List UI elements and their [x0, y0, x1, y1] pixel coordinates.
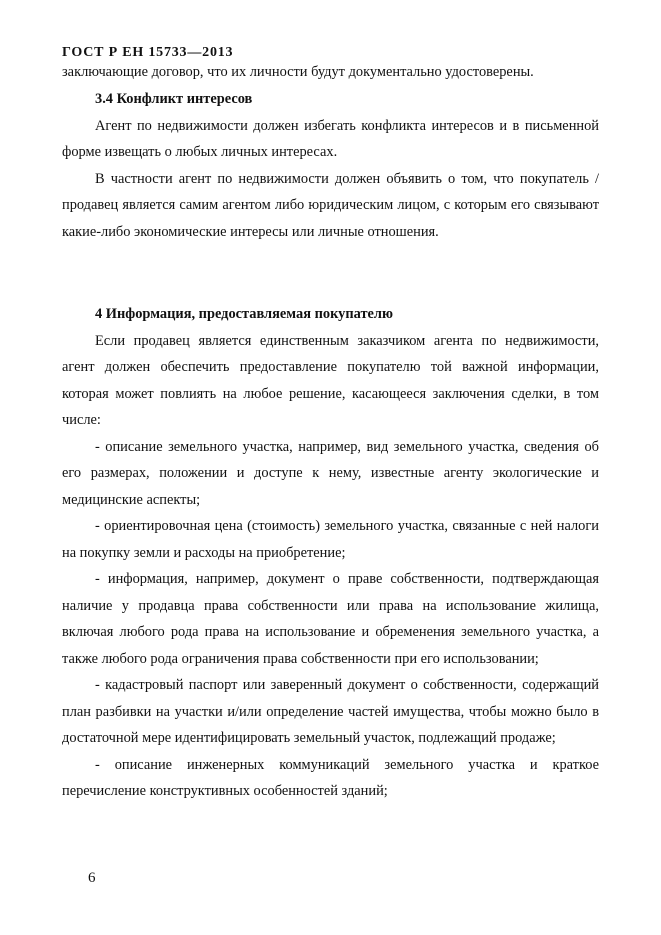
section-3-4-heading: 3.4 Конфликт интересов [95, 91, 253, 107]
carryover-text: заключающие договор, что их личности будут документально удостоверены. [62, 64, 534, 80]
section-4-intro: Если продавец является единственным заказчиком агента по недвижимости, агент должен обеспечить предоставление покупателю той важной информации, которая может повлиять на любое решение, касающееся заключения сделки, в том числе: [62, 332, 599, 428]
list-item: - информация, например, документ о праве собственности, подтверждающая наличие у продавца права собственности или права на использование жилища, включая любого рода права на использование и обременения земельного участка, а также любого рода ограничения права собственности при его использовании; [62, 571, 599, 667]
section-3-4 [62, 86, 599, 245]
list-item: - ориентировочная цена (стоимость) земельного участка, связанные с ней налоги на покупку земли и расходы на приобретение; [62, 518, 599, 561]
list-item: - кадастровый паспорт или заверенный документ о собственности, содержащий план разбивки на участки и/или определение частей имущества, чтобы можно было в достаточной мере идентифицировать земельный участок, подлежащий продаже; [62, 677, 599, 746]
section-4-heading: 4 Информация, предоставляемая покупателю [95, 306, 393, 322]
page-number: 6 [88, 870, 96, 886]
list-item: - описание земельного участка, например, вид земельного участка, сведения об его размерах, положении и доступе к нему, известные агенту экологические и медицинские аспекты; [62, 438, 599, 508]
section-3-4-paragraph-1: Агент по недвижимости должен избегать конфликта интересов и в письменной форме извещать о любых личных интересах. [62, 117, 599, 160]
list-item: - описание инженерных коммуникаций земельного участка и краткое перечисление конструктивных особенностей зданий; [62, 756, 599, 799]
document-header: ГОСТ Р ЕН 15733—2013 [62, 45, 234, 60]
section-4 [62, 301, 599, 805]
section-3-4-paragraph-2: В частности агент по недвижимости должен объявить о том, что покупатель / продавец является самим агентом либо юридическим лицом, с которым его связывают какие-либо экономические интересы или личные отношения. [62, 170, 599, 240]
carryover-paragraph [62, 59, 599, 86]
